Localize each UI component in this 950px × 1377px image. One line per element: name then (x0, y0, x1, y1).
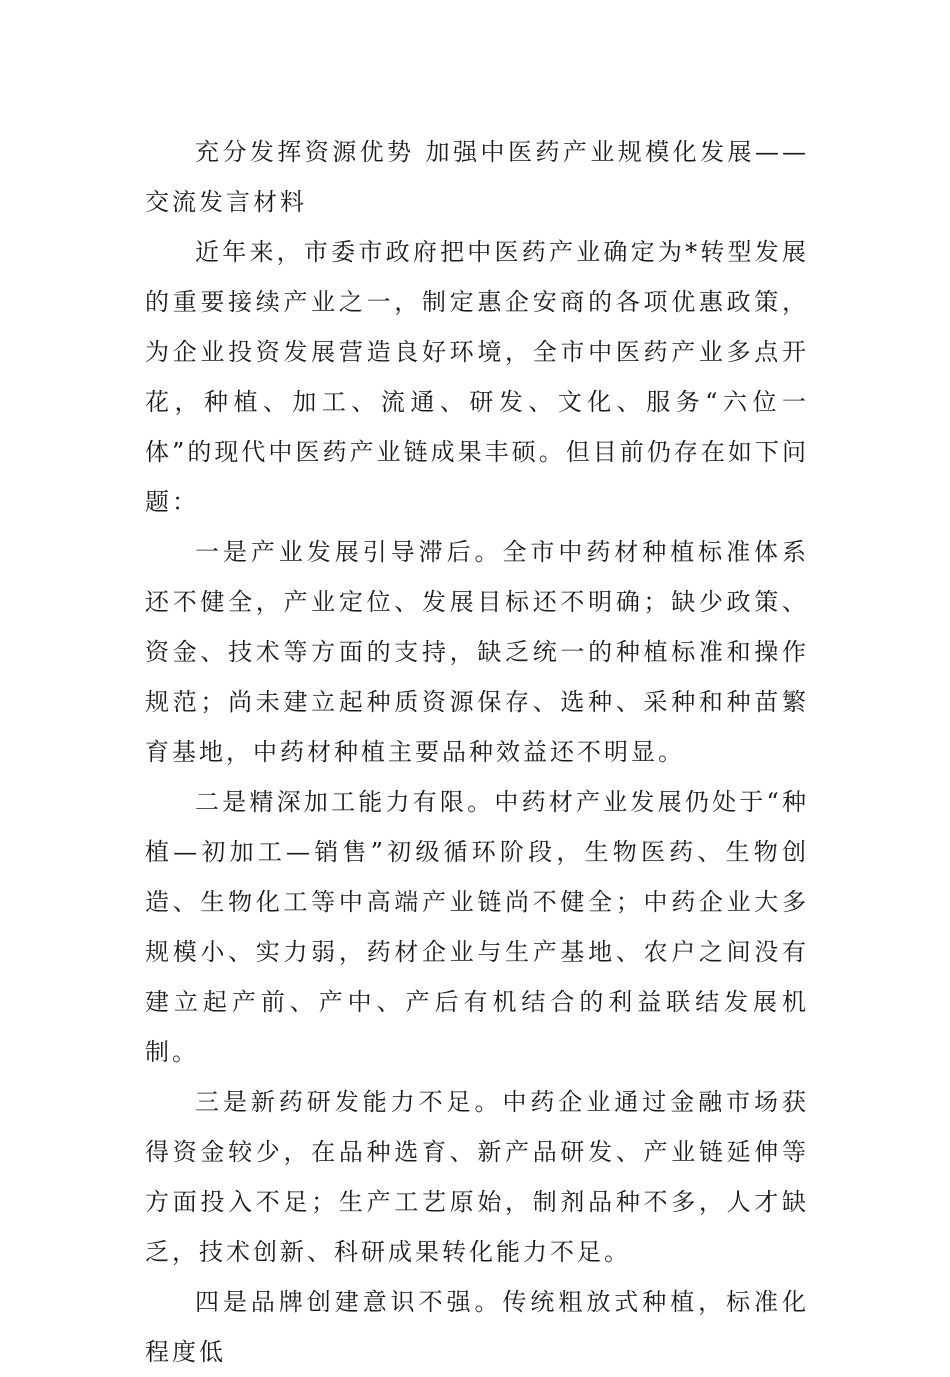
paragraph-issue-1: 一是产业发展引导滞后。全市中药材种植标准体系还不健全，产业定位、发展目标还不明确；缺少政策、资金、技术等方面的支持，缺乏统一的种植标准和操作规范；尚未建立起种质资源保存、选种、采种和种苗繁育基地，中药材种植主要品种效益还不明显。 (145, 538, 809, 766)
paragraph-issue-4: 四是品牌创建意识不强。传统粗放式种植，标准化程度低 (145, 1288, 809, 1366)
document-title: 充分发挥资源优势 加强中医药产业规模化发展——交流发言材料 (145, 138, 809, 216)
paragraph-issue-3: 三是新药研发能力不足。中药企业通过金融市场获得资金较少，在品种选育、新产品研发、产业链延伸等方面投入不足；生产工艺原始，制剂品种不多，人才缺乏，技术创新、科研成果转化能力不足。 (145, 1088, 809, 1266)
document-body (145, 127, 809, 1377)
paragraph-issue-2: 二是精深加工能力有限。中药材产业发展仍处于“种植—初加工—销售”初级循环阶段，生物医药、生物创造、生物化工等中高端产业链尚不健全；中药企业大多规模小、实力弱，药材企业与生产基地、农户之间没有建立起产前、产中、产后有机结合的利益联结发展机制。 (145, 788, 809, 1066)
paragraph-intro: 近年来，市委市政府把中医药产业确定为*转型发展的重要接续产业之一，制定惠企安商的各项优惠政策，为企业投资发展营造良好环境，全市中医药产业多点开花，种植、加工、流通、研发、文化、服务“六位一体”的现代中医药产业链成果丰硕。但目前仍存在如下问题： (145, 238, 809, 516)
